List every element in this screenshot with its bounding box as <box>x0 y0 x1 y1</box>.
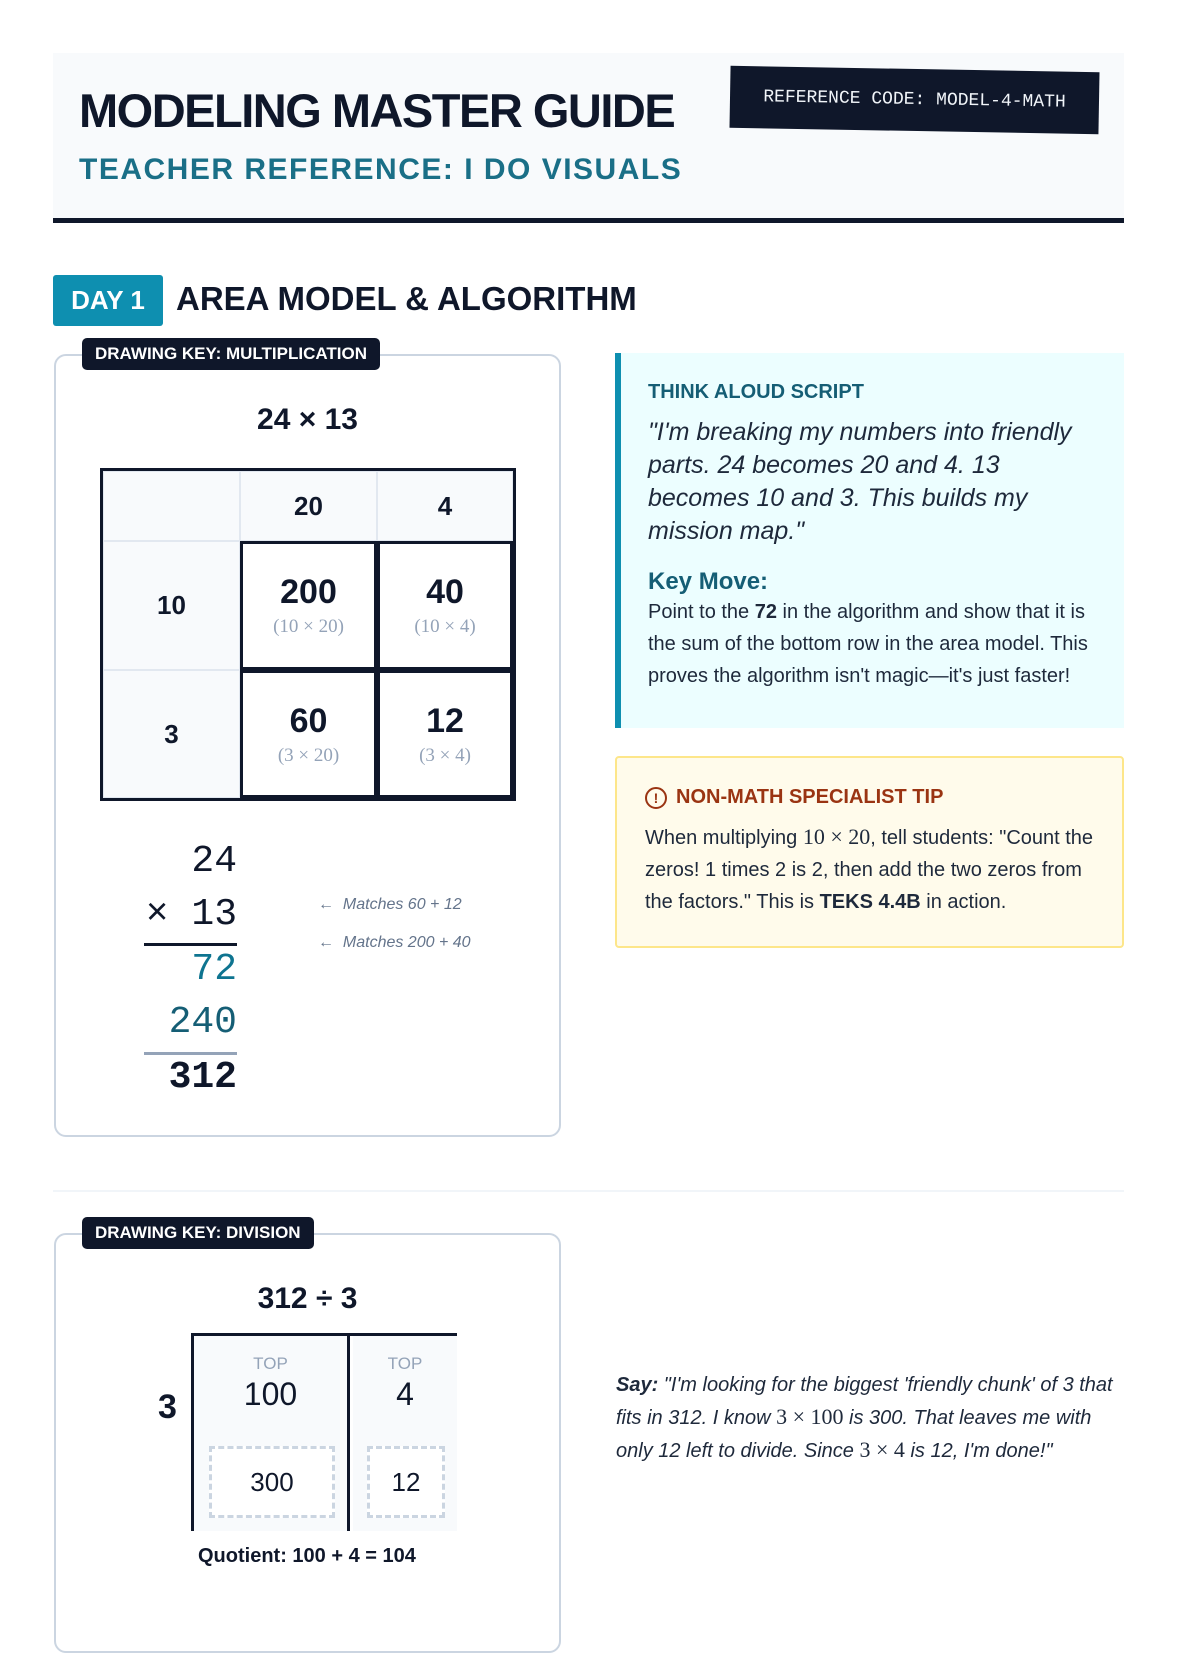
grid-corner <box>103 471 240 541</box>
partial-product-box: 12 <box>367 1446 445 1518</box>
col-header: 4 <box>377 471 513 541</box>
row-header: 3 <box>103 670 240 798</box>
column-label: TOP <box>253 1354 288 1373</box>
specialist-tip-box <box>615 756 1124 948</box>
section-divider <box>53 1190 1124 1192</box>
quotient-column <box>194 1336 350 1531</box>
quotient-column <box>353 1336 457 1531</box>
cell-value: 40 <box>426 573 464 611</box>
algorithm-multiplier: × 13 <box>145 893 237 936</box>
key-move-text: Point to the 72 in the algorithm and show that it is the sum of the bottom row in the area model. This proves the algorithm isn't magic—it's just faster! <box>648 601 1088 687</box>
col-header: 20 <box>240 471 377 541</box>
partial-product-cell <box>377 541 513 670</box>
arrow-left-icon: ← <box>318 896 334 913</box>
cell-value: 60 <box>289 701 328 740</box>
cell-expression: (10 × 4) <box>414 616 476 637</box>
note-text: Matches 60 + 12 <box>342 896 462 913</box>
note-text: Matches 200 + 40 <box>342 934 471 951</box>
partial-product-cell <box>377 670 513 798</box>
drawing-key-tag: DRAWING KEY: MULTIPLICATION <box>82 338 380 370</box>
cell-expression: (10 × 20) <box>273 616 344 637</box>
tip-heading: ! NON-MATH SPECIALIST TIP <box>645 786 1122 809</box>
partial-product-cell <box>240 541 377 670</box>
cell-expression: (3 × 20) <box>277 744 340 766</box>
algorithm-partial-2: 240 <box>168 1001 237 1044</box>
multiplication-equation: 24 × 13 <box>257 403 358 436</box>
section-title: AREA MODEL & ALGORITHM <box>176 280 637 317</box>
think-aloud-box <box>615 353 1124 728</box>
algorithm-line <box>144 943 237 946</box>
cell-expression: (3 × 4) <box>419 744 471 766</box>
division-equation: 312 ÷ 3 <box>257 1282 358 1315</box>
area-model-grid <box>100 468 516 801</box>
cell-value: 200 <box>280 573 337 611</box>
algorithm-top: 24 <box>191 840 237 883</box>
row-header: 10 <box>103 541 240 670</box>
algorithm-total: 312 <box>168 1056 237 1099</box>
partial-product-cell <box>240 670 377 798</box>
divisor: 3 <box>158 1388 177 1426</box>
arrow-left-icon: ← <box>318 934 334 951</box>
algorithm-line <box>144 1052 237 1055</box>
page-title: MODELING MASTER GUIDE <box>79 84 675 137</box>
alert-circle-icon: ! <box>645 787 667 809</box>
reference-code: REFERENCE CODE: MODEL-4-MATH <box>729 66 1099 134</box>
algorithm-note <box>318 934 471 952</box>
think-aloud-heading: THINK ALOUD SCRIPT <box>648 381 864 403</box>
quotient-line: Quotient: 100 + 4 = 104 <box>198 1545 416 1567</box>
partial-quotient: 100 <box>243 1376 298 1412</box>
column-label: TOP <box>387 1354 423 1373</box>
day-badge: DAY 1 <box>53 275 163 326</box>
think-aloud-quote: "I'm breaking my numbers into friendly parts. 24 becomes 20 and 4. 13 becomes 10 and 3. This builds my mission map." <box>648 418 1072 545</box>
algorithm-partial-1: 72 <box>191 948 237 991</box>
page-subtitle: TEACHER REFERENCE: I DO VISUALS <box>79 153 683 186</box>
page-header <box>53 53 1124 223</box>
key-move-heading: Key Move: <box>648 568 769 595</box>
cell-value: 12 <box>426 701 464 740</box>
say-script: Say: "I'm looking for the biggest 'friendly chunk' of 3 that fits in 312. I know 3 × 100 is 300. That leaves me with only 12 left to divide. Since 3 × 4 is 12, I'm done!" <box>616 1374 1113 1462</box>
partial-quotient: 4 <box>396 1376 414 1412</box>
partial-quotient-frame <box>191 1333 457 1531</box>
partial-product-box: 300 <box>209 1446 335 1518</box>
tip-text: When multiplying 10 × 20, tell students: "Count the zeros! 1 times 2 is 2, then add the two zeros from the factors." This is TEKS 4.4B in action. <box>645 824 1094 913</box>
algorithm-note <box>318 896 462 914</box>
drawing-key-tag: DRAWING KEY: DIVISION <box>82 1217 314 1249</box>
